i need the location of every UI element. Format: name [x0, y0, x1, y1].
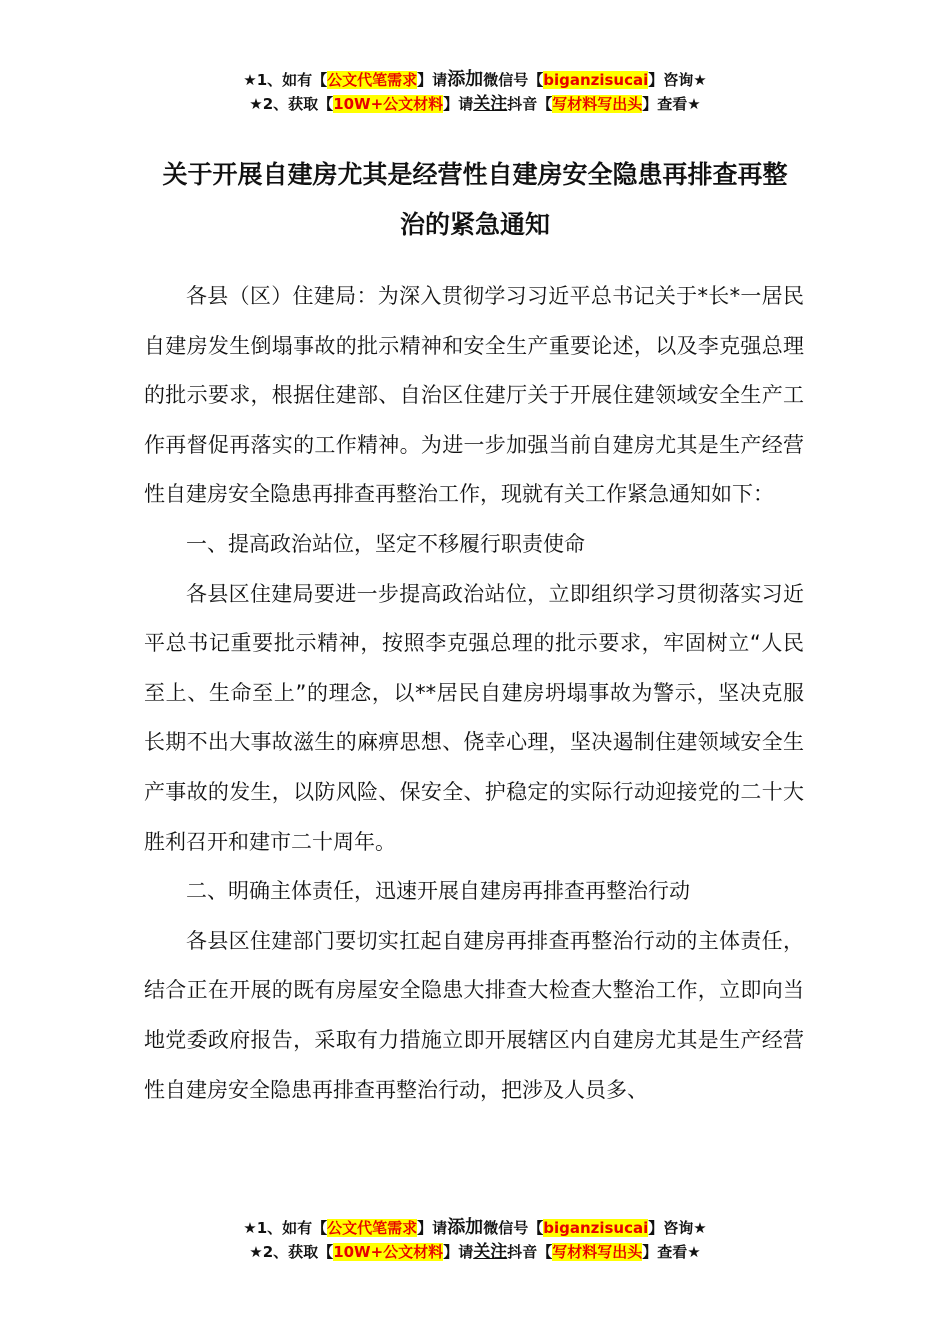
banner-line-2	[0, 1240, 950, 1264]
banner-text: 】查看★	[642, 1243, 701, 1261]
banner-text: ★1、如有【	[243, 1219, 328, 1237]
title-line-2: 治的紧急通知	[399, 210, 550, 239]
banner-highlight-service: 公文代笔需求	[327, 71, 418, 89]
banner-text: 微信号【	[483, 1219, 544, 1237]
banner-highlight-materials: 10W+公文材料	[333, 1243, 444, 1261]
top-banner	[0, 68, 950, 116]
paragraph-section-2: 各县区住建部门要切实扛起自建房再排查再整治行动的主体责任，结合正在开展的既有房屋安全隐患大排查大检查大整治工作，立即向当地党委政府报告，采取有力措施立即开展辖区内自建房尤其是生产经营性自建房安全隐患再排查再整治行动，把涉及人员多、	[144, 928, 804, 1102]
banner-text: 】查看★	[642, 95, 701, 113]
banner-line-1	[0, 1216, 950, 1240]
banner-highlight-douyin: 写材料写出头	[552, 95, 643, 113]
banner-text: 】请	[443, 95, 474, 113]
banner-text: 抖音【	[507, 95, 553, 113]
banner-text: ★2、获取【	[249, 1243, 334, 1261]
banner-highlight-douyin: 写材料写出头	[552, 1243, 643, 1261]
banner-text: 微信号【	[483, 71, 544, 89]
paragraph-intro: 各县（区）住建局：为深入贯彻学习习近平总书记关于*长*一居民自建房发生倒塌事故的批示精神和安全生产重要论述，以及李克强总理的批示要求，根据住建部、自治区住建厅关于开展住建领域安全生产工作再督促再落实的工作精神。为进一步加强当前自建房尤其是生产经营性自建房安全隐患再排查再整治工作，现就有关工作紧急通知如下：	[144, 284, 804, 507]
banner-text: 】咨询★	[648, 71, 707, 89]
banner-add-emphasis: 添加	[447, 69, 484, 90]
title-line-1: 关于开展自建房尤其是经营性自建房安全隐患再排查再整	[162, 160, 788, 189]
document-title	[140, 150, 810, 250]
banner-text: 】请	[417, 1219, 448, 1237]
banner-highlight-wechat-id: biganzisucai	[543, 1219, 649, 1237]
banner-add-emphasis: 添加	[447, 1217, 484, 1238]
banner-text: 】请	[443, 1243, 474, 1261]
banner-line-1	[0, 68, 950, 92]
section-heading-2: 二、明确主体责任，迅速开展自建房再排查再整治行动	[186, 879, 690, 904]
banner-text: 】咨询★	[648, 1219, 707, 1237]
banner-line-2	[0, 92, 950, 116]
banner-text: 抖音【	[507, 1243, 553, 1261]
document-body	[144, 272, 804, 1115]
banner-text: ★1、如有【	[243, 71, 328, 89]
banner-highlight-materials: 10W+公文材料	[333, 95, 444, 113]
section-heading-1: 一、提高政治站位，坚定不移履行职责使命	[186, 531, 585, 556]
banner-text: 】请	[417, 71, 448, 89]
bottom-banner	[0, 1216, 950, 1264]
paragraph-section-1: 各县区住建局要进一步提高政治站位，立即组织学习贯彻落实习近平总书记重要批示精神，按照李克强总理的批示要求，牢固树立“人民至上、生命至上”的理念，以**居民自建房坍塌事故为警示，坚决克服长期不出大事故滋生的麻痹思想、侥幸心理，坚决遏制住建领域安全生产事故的发生，以防风险、保安全、护稳定的实际行动迎接党的二十大胜利召开和建市二十周年。	[144, 581, 804, 854]
banner-text: ★2、获取【	[249, 95, 334, 113]
banner-highlight-service: 公文代笔需求	[327, 1219, 418, 1237]
banner-follow-emphasis: 关注	[473, 1242, 508, 1262]
banner-follow-emphasis: 关注	[473, 94, 508, 114]
banner-highlight-wechat-id: biganzisucai	[543, 71, 649, 89]
